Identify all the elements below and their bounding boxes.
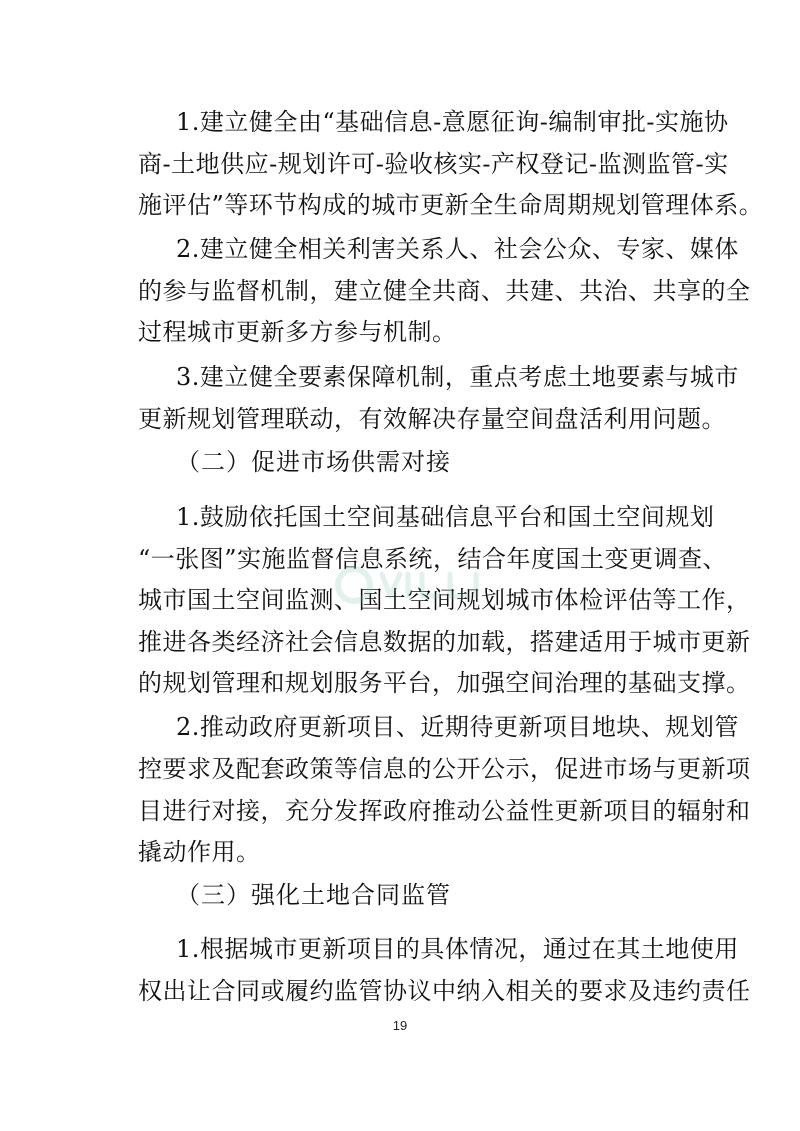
paragraph-line: 2.推动政府更新项目、近期待更新项目地块、规划管 bbox=[176, 713, 739, 741]
paragraph-line: 推进各类经济社会信息数据的加载，搭建适用于城市更新 bbox=[138, 628, 751, 656]
paragraph-line: 控要求及配套政策等信息的公开公示，促进市场与更新项 bbox=[138, 755, 751, 783]
paragraph-line: 1.建立健全由“基础信息-意愿征询-编制审批-实施协 bbox=[176, 108, 729, 136]
section-heading: （三）强化土地合同监管 bbox=[176, 881, 451, 909]
paragraph-line: 过程城市更新多方参与机制。 bbox=[138, 318, 457, 346]
paragraph-line: 1.根据城市更新项目的具体情况，通过在其土地使用 bbox=[176, 935, 739, 963]
paragraph-line: 施评估”等环节构成的城市更新全生命周期规划管理体系。 bbox=[138, 191, 764, 219]
paragraph-line: 3.建立健全要素保障机制，重点考虑土地要素与城市 bbox=[176, 363, 739, 391]
paragraph-line: 权出让合同或履约监管协议中纳入相关的要求及违约责任 bbox=[138, 977, 751, 1005]
paragraph-line: 1.鼓励依托国土空间基础信息平台和国土空间规划 bbox=[176, 503, 715, 531]
paragraph-line: 撬动作用。 bbox=[138, 838, 261, 866]
paragraph-line: 商-土地供应-规划许可-验收核实-产权登记-监测监管-实 bbox=[138, 150, 729, 178]
paragraph-line: “一张图”实施监督信息系统，结合年度国土变更调查、 bbox=[138, 545, 728, 573]
paragraph-line: 2.建立健全相关利害关系人、社会公众、专家、媒体 bbox=[176, 235, 739, 263]
paragraph-line: 目进行对接，充分发挥政府推动公益性更新项目的辐射和 bbox=[138, 797, 751, 825]
page-number: 19 bbox=[392, 1018, 408, 1033]
section-heading: （二）促进市场供需对接 bbox=[176, 448, 451, 476]
paragraph-line: 城市国土空间监测、国土空间规划城市体检评估等工作， bbox=[138, 586, 751, 614]
paragraph-line: 的规划管理和规划服务平台，加强空间治理的基础支撑。 bbox=[138, 669, 751, 697]
paragraph-line: 更新规划管理联动，有效解决存量空间盘活利用问题。 bbox=[138, 405, 726, 433]
paragraph-line: 的参与监督机制，建立健全共商、共建、共治、共享的全 bbox=[138, 277, 751, 305]
